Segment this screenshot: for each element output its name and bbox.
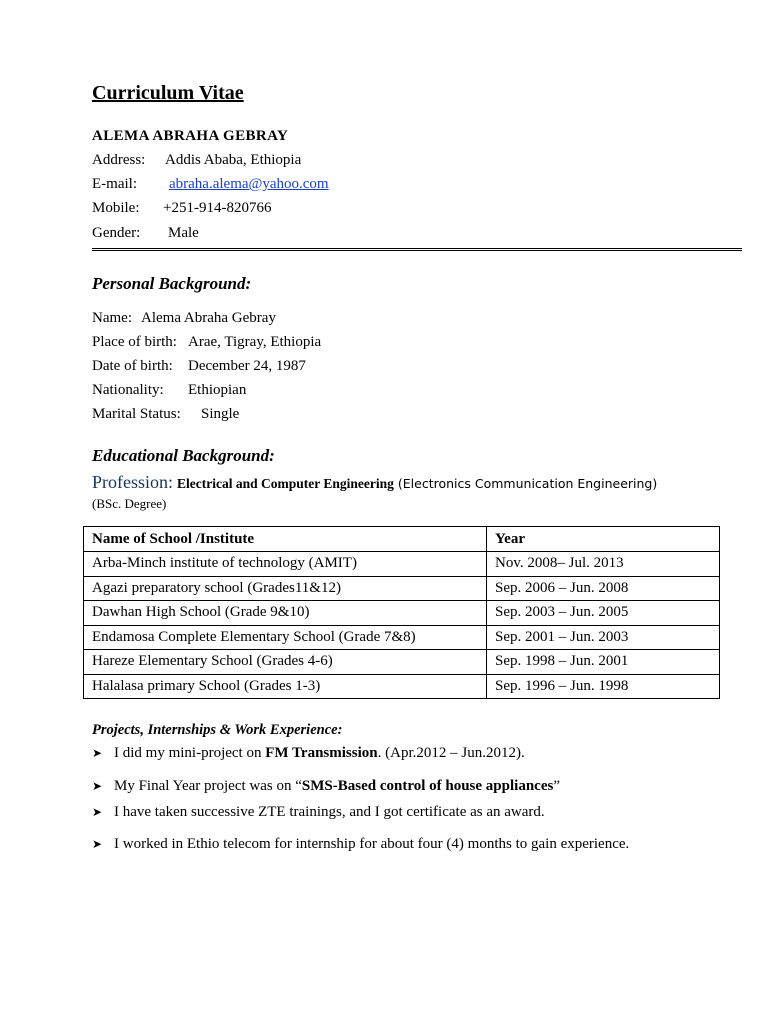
profession-label: Profession bbox=[92, 472, 168, 492]
school-cell: Agazi preparatory school (Grades11&12) bbox=[84, 576, 487, 601]
full-name: ALEMA ABRAHA GEBRAY bbox=[92, 128, 289, 144]
profession-specialization: (Electronics Communication Engineering) bbox=[397, 476, 658, 491]
year-cell: Sep. 1998 – Jun. 2001 bbox=[487, 650, 720, 675]
gender-label: Gender: bbox=[92, 225, 141, 241]
bullet-text: My Final Year project was on “ bbox=[114, 778, 302, 794]
arrow-bullet-icon: ➤ bbox=[92, 837, 103, 851]
mobile-value: +251-914-820766 bbox=[163, 200, 272, 216]
table-header-row bbox=[84, 527, 720, 552]
personal-name-value: Alema Abraha Gebray bbox=[141, 310, 276, 326]
column-header-year: Year bbox=[487, 527, 720, 552]
mobile-label: Mobile: bbox=[92, 200, 140, 216]
place-of-birth-label: Place of birth: bbox=[92, 334, 177, 350]
list-item bbox=[92, 745, 525, 762]
email-link[interactable]: abraha.alema@yahoo.com bbox=[169, 176, 329, 192]
nationality-value: Ethiopian bbox=[188, 382, 247, 398]
school-cell: Arba-Minch institute of technology (AMIT) bbox=[84, 552, 487, 577]
arrow-bullet-icon: ➤ bbox=[92, 779, 103, 793]
year-cell: Nov. 2008– Jul. 2013 bbox=[487, 552, 720, 577]
marital-status-value: Single bbox=[201, 406, 240, 422]
year-cell: Sep. 2006 – Jun. 2008 bbox=[487, 576, 720, 601]
bullet-bold-text: FM Transmission bbox=[265, 745, 378, 761]
table-row bbox=[84, 650, 720, 675]
table-row bbox=[84, 576, 720, 601]
arrow-bullet-icon: ➤ bbox=[92, 746, 103, 760]
gender-value: Male bbox=[168, 225, 199, 241]
list-item bbox=[92, 804, 545, 821]
arrow-bullet-icon: ➤ bbox=[92, 805, 103, 819]
date-of-birth-label: Date of birth: bbox=[92, 358, 173, 374]
bullet-text: I worked in Ethio telecom for internship for about four (4) months to gain experience. bbox=[114, 836, 630, 852]
projects-heading: Projects, Internships & Work Experience: bbox=[92, 722, 343, 738]
email-label: E-mail: bbox=[92, 176, 137, 192]
table-row bbox=[84, 601, 720, 626]
address-label: Address: bbox=[92, 152, 146, 168]
school-cell: Hareze Elementary School (Grades 4-6) bbox=[84, 650, 487, 675]
school-cell: Dawhan High School (Grade 9&10) bbox=[84, 601, 487, 626]
date-of-birth-value: December 24, 1987 bbox=[188, 358, 306, 374]
list-item bbox=[92, 778, 560, 795]
bullet-text-end: ” bbox=[553, 778, 560, 794]
school-cell: Halalasa primary School (Grades 1-3) bbox=[84, 674, 487, 699]
year-cell: Sep. 1996 – Jun. 1998 bbox=[487, 674, 720, 699]
nationality-label: Nationality: bbox=[92, 382, 164, 398]
degree-text: (BSc. Degree) bbox=[92, 496, 167, 511]
address-value: Addis Ababa, Ethiopia bbox=[165, 152, 302, 168]
table-row bbox=[84, 552, 720, 577]
header-divider bbox=[92, 248, 742, 251]
table-row bbox=[84, 674, 720, 699]
profession-line bbox=[92, 472, 657, 493]
bullet-bold-text: SMS-Based control of house appliances bbox=[301, 778, 554, 794]
year-cell: Sep. 2003 – Jun. 2005 bbox=[487, 601, 720, 626]
bullet-text: I did my mini-project on bbox=[114, 745, 266, 761]
list-item bbox=[92, 836, 629, 853]
document-title: Curriculum Vitae bbox=[92, 82, 244, 104]
personal-background-heading: Personal Background: bbox=[92, 274, 252, 293]
table-row bbox=[84, 625, 720, 650]
bullet-text: I have taken successive ZTE trainings, and I got certificate as an award. bbox=[114, 804, 545, 820]
bullet-text-end: . (Apr.2012 – Jun.2012). bbox=[377, 745, 525, 761]
educational-background-heading: Educational Background: bbox=[92, 446, 275, 465]
school-cell: Endamosa Complete Elementary School (Grade 7&8) bbox=[84, 625, 487, 650]
place-of-birth-value: Arae, Tigray, Ethiopia bbox=[188, 334, 322, 350]
year-cell: Sep. 2001 – Jun. 2003 bbox=[487, 625, 720, 650]
marital-status-label: Marital Status: bbox=[92, 406, 181, 422]
profession-colon: : bbox=[168, 472, 174, 492]
column-header-school: Name of School /Institute bbox=[84, 527, 487, 552]
profession-main: Electrical and Computer Engineering bbox=[177, 476, 394, 491]
education-table bbox=[83, 526, 720, 699]
personal-name-label: Name: bbox=[92, 310, 132, 326]
